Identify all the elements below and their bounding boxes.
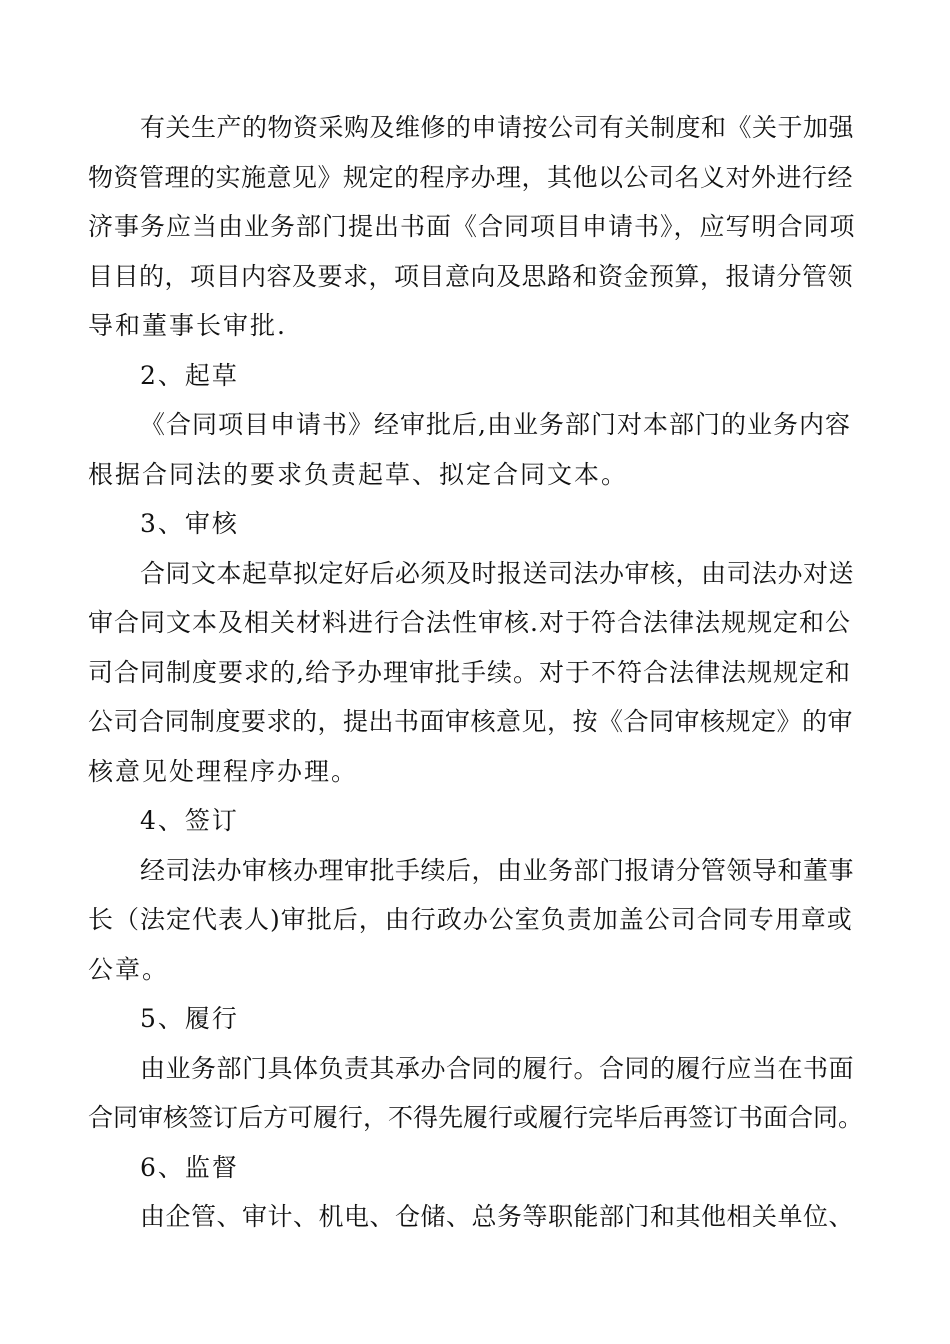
- section-heading-signing: 4、签订: [140, 806, 239, 835]
- section-heading-supervision: 6、监督: [140, 1152, 239, 1182]
- paragraph-line: 公章。: [88, 954, 170, 984]
- document-body: [88, 103, 863, 1242]
- paragraph-line: 导和董事长审批.: [88, 311, 287, 340]
- paragraph-line: 核意见处理程序办理。: [88, 756, 359, 786]
- paragraph-line: 合同文本起草拟定好后必须及时报送司法办审核，由司法办对送: [140, 558, 855, 588]
- paragraph-line: 由企管、审计、机电、仓储、总务等职能部门和其他相关单位、: [140, 1202, 855, 1231]
- section-heading-drafting: 2、起草: [140, 360, 239, 390]
- paragraph-line: 公司合同制度要求的，提出书面审核意见，按《合同审核规定》的审: [88, 707, 854, 736]
- paragraph-line: 物资管理的实施意见》规定的程序办理，其他以公司名义对外进行经: [88, 162, 854, 192]
- section-heading-review: 3、审核: [140, 509, 239, 538]
- paragraph-line: 《合同项目申请书》经审批后,由业务部门对本部门的业务内容: [140, 410, 851, 439]
- paragraph-line: 由业务部门具体负责其承办合同的履行。合同的履行应当在书面: [140, 1053, 855, 1083]
- paragraph-line: 目目的，项目内容及要求，项目意向及思路和资金预算，报请分管领: [88, 261, 854, 291]
- paragraph-line: 经司法办审核办理审批手续后，由业务部门报请分管领导和董事: [140, 855, 855, 885]
- paragraph-line: 有关生产的物资采购及维修的申请按公司有关制度和《关于加强: [140, 113, 855, 142]
- section-heading-performance: 5、履行: [140, 1004, 239, 1033]
- paragraph-line: 济事务应当由业务部门提出书面《合同项目申请书》，应写明合同项: [88, 212, 856, 241]
- paragraph-line: 长（法定代表人)审批后，由行政办公室负责加盖公司合同专用章或: [88, 905, 853, 934]
- paragraph-line: 根据合同法的要求负责起草、拟定合同文本。: [88, 459, 629, 489]
- paragraph-line: 司合同制度要求的,给予办理审批手续。对于不符合法律法规规定和: [88, 657, 851, 687]
- paragraph-line: 合同审核签订后方可履行，不得先履行或履行完毕后再签订书面合同。: [88, 1103, 863, 1132]
- paragraph-line: 审合同文本及相关材料进行合法性审核.对于符合法律法规规定和公: [88, 608, 851, 637]
